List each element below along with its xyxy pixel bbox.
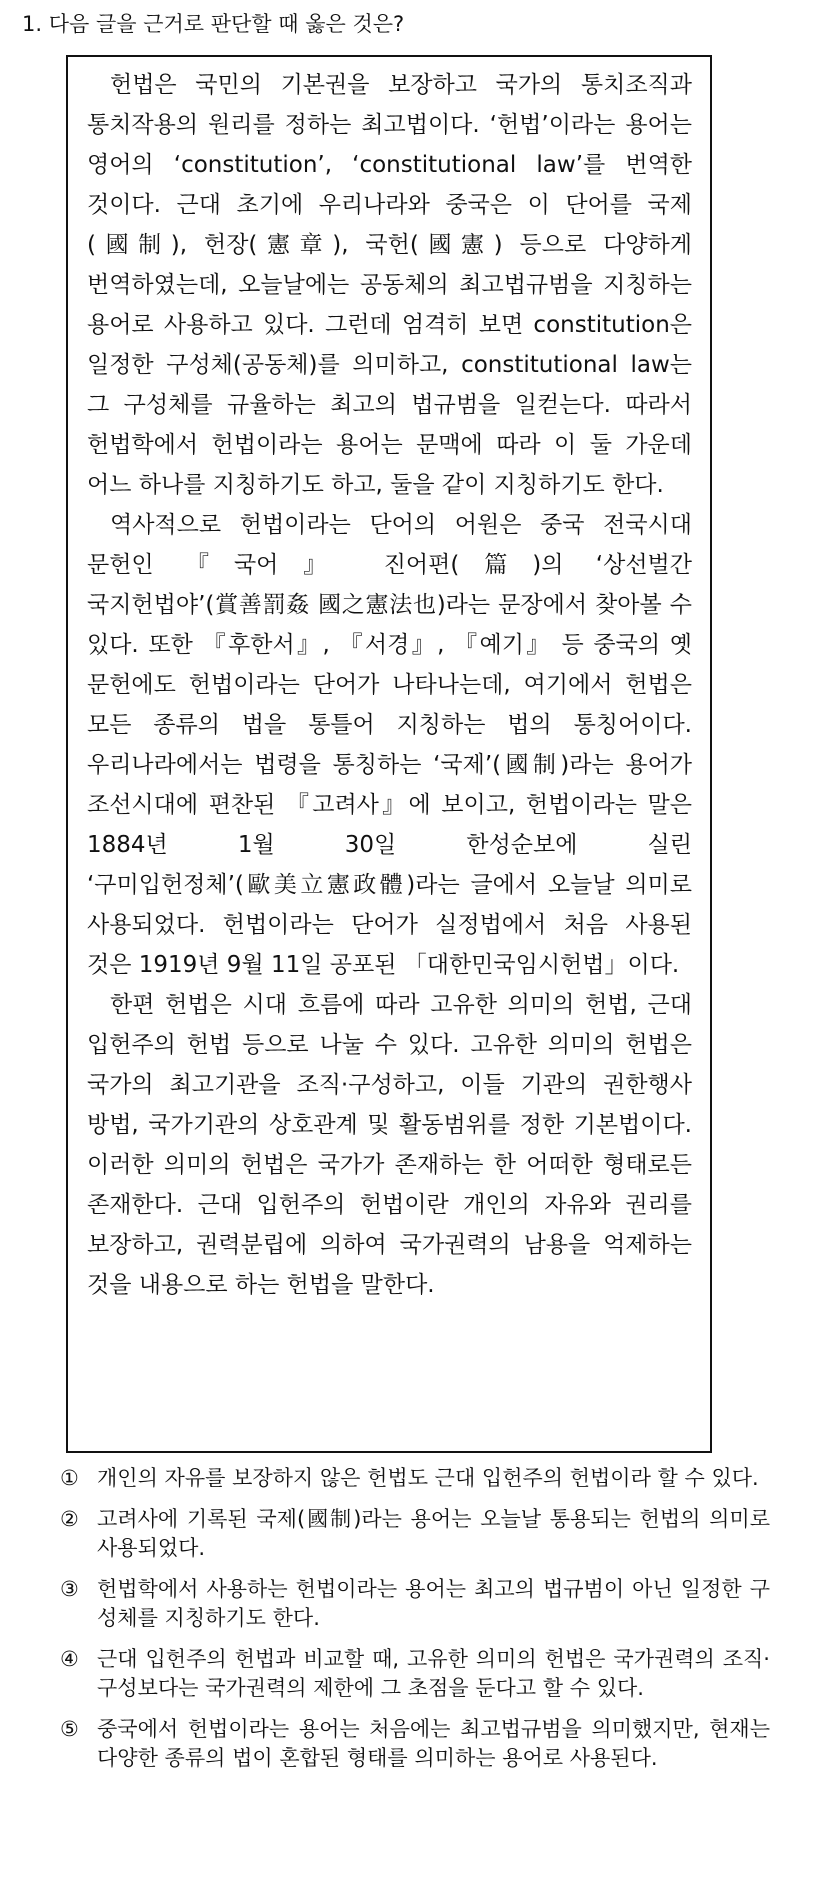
- choice-2[interactable]: [60, 1505, 770, 1563]
- choice-text: 고려사에 기록된 국제(國制)라는 용어는 오늘날 통용되는 헌법의 의미로 사용되었다.: [97, 1507, 770, 1560]
- passage-box: [66, 55, 712, 1453]
- passage-paragraph-3: 한편 헌법은 시대 흐름에 따라 고유한 의미의 헌법, 근대 입헌주의 헌법 등으로 나눌 수 있다. 고유한 의미의 헌법은 국가의 최고기관을 조직·구성하고, 이들 기관의 권한행사 방법, 국가기관의 상호관계 및 활동범위를 정한 기본법이다. 이러한 의미의 헌법은 국가가 존재하는 한 어떠한 형태로든 존재한다. 근대 입헌주의 헌법이란 개인의 자유와 권리를 보장하고, 권력분립에 의하여 국가권력의 남용을 억제하는 것을 내용으로 하는 헌법을 말한다.: [87, 992, 692, 1298]
- choice-text: 개인의 자유를 보장하지 않은 헌법도 근대 입헌주의 헌법이라 할 수 있다.: [97, 1466, 759, 1490]
- choice-number: ②: [60, 1507, 79, 1531]
- choice-5[interactable]: [60, 1715, 770, 1773]
- choice-number: ⑤: [60, 1717, 79, 1741]
- answer-choices: [60, 1464, 770, 1785]
- choice-3[interactable]: [60, 1575, 770, 1633]
- choice-number: ④: [60, 1647, 79, 1671]
- choice-1[interactable]: [60, 1464, 770, 1493]
- passage-paragraph-1: 헌법은 국민의 기본권을 보장하고 국가의 통치조직과 통치작용의 원리를 정하는 최고법이다. ‘헌법’이라는 용어는 영어의 ‘constitution’, ‘constitutional law’를 번역한 것이다. 근대 초기에 우리나라와 중국은 이 단어를 국제(國制), 헌장(憲章), 국헌(國憲) 등으로 다양하게 번역하였는데, 오늘날에는 공동체의 최고법규범을 지칭하는 용어로 사용하고 있다. 그런데 엄격히 보면 constitution은 일정한 구성체(공동체)를 의미하고, constitutional law는 그 구성체를 규율하는 최고의 법규범을 일컫는다. 따라서 헌법학에서 헌법이라는 용어는 문맥에 따라 이 둘 가운데 어느 하나를 지칭하기도 하고, 둘을 같이 지칭하기도 한다.: [87, 72, 692, 498]
- choice-number: ③: [60, 1577, 79, 1601]
- question-title: 1. 다음 글을 근거로 판단할 때 옳은 것은?: [22, 12, 405, 36]
- choice-text: 헌법학에서 사용하는 헌법이라는 용어는 최고의 법규범이 아닌 일정한 구성체를 지칭하기도 한다.: [97, 1577, 770, 1630]
- choice-number: ①: [60, 1466, 79, 1490]
- passage-paragraph-2: 역사적으로 헌법이라는 단어의 어원은 중국 전국시대 문헌인 『국어』 진어편(篇)의 ‘상선벌간 국지헌법야’(賞善罰姦 國之憲法也)라는 문장에서 찾아볼 수 있다. 또한 『후한서』, 『서경』, 『예기』 등 중국의 옛 문헌에도 헌법이라는 단어가 나타나는데, 여기에서 헌법은 모든 종류의 법을 통틀어 지칭하는 법의 통칭어이다. 우리나라에서는 법령을 통칭하는 ‘국제’(國制)라는 용어가 조선시대에 편찬된 『고려사』에 보이고, 헌법이라는 말은 1884년 1월 30일 한성순보에 실린 ‘구미입헌정체’(歐美立憲政體)라는 글에서 오늘날 의미로 사용되었다. 헌법이라는 단어가 실정법에서 처음 사용된 것은 1919년 9월 11일 공포된 「대한민국임시헌법」이다.: [87, 512, 692, 978]
- choice-4[interactable]: [60, 1645, 770, 1703]
- choice-text: 근대 입헌주의 헌법과 비교할 때, 고유한 의미의 헌법은 국가권력의 조직·구성보다는 국가권력의 제한에 그 초점을 둔다고 할 수 있다.: [97, 1647, 770, 1700]
- choice-text: 중국에서 헌법이라는 용어는 처음에는 최고법규범을 의미했지만, 현재는 다양한 종류의 법이 혼합된 형태를 의미하는 용어로 사용된다.: [97, 1717, 770, 1770]
